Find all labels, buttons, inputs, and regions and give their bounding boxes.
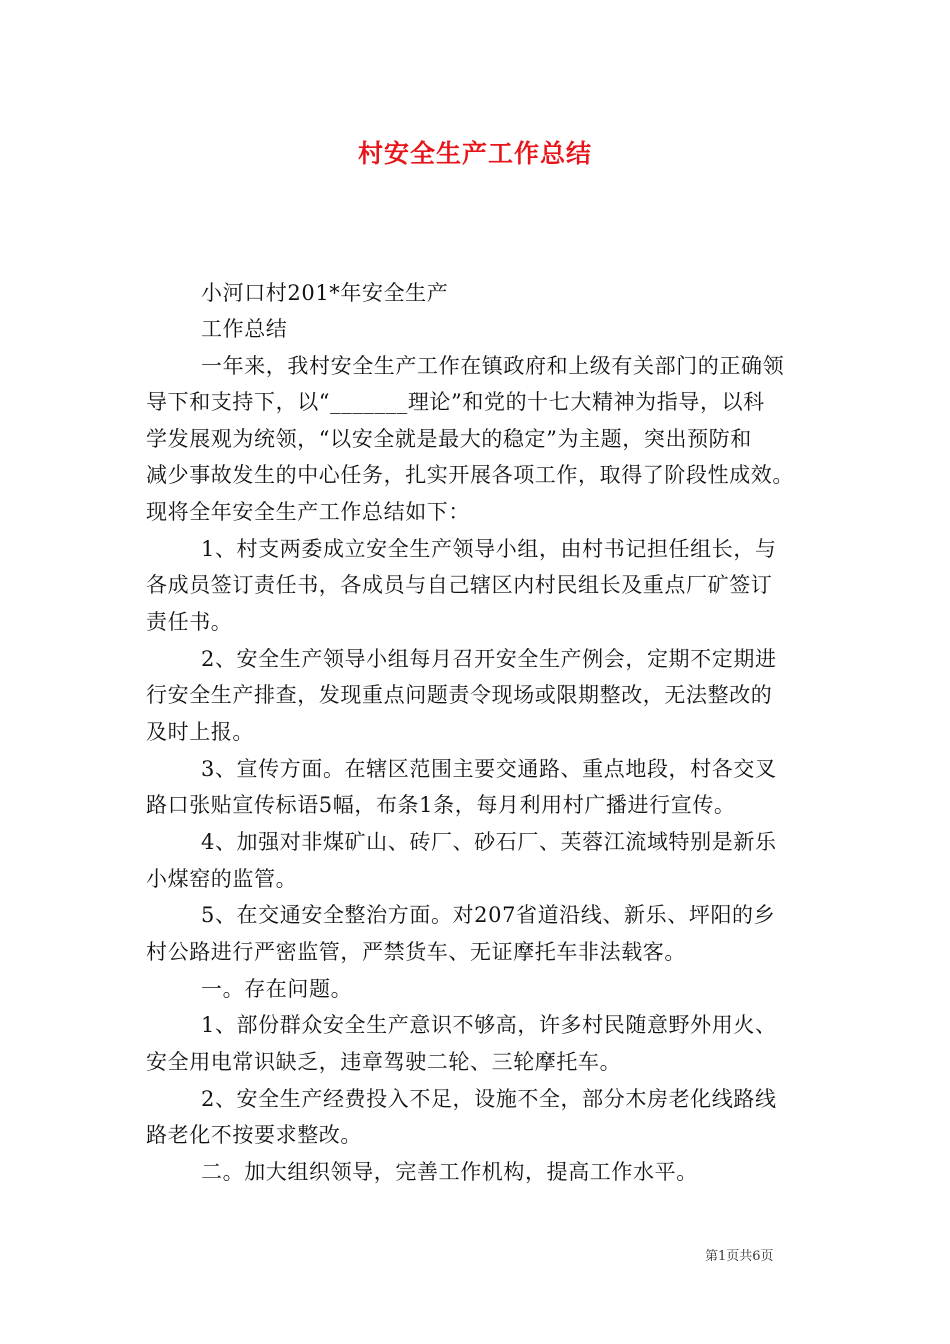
body-line: 路老化不按要求整改。 [146,1123,362,1147]
body-line: 导下和支持下，以“_______理论”和党的十七大精神为指导，以科 [146,390,765,414]
body-line: 一。存在问题。 [201,977,353,1001]
body-line: 4、加强对非煤矿山、砖厂、砂石厂、芙蓉江流域特别是新乐 [201,830,777,854]
body-line: 责任书。 [146,610,233,634]
body-line: 路口张贴宣传标语5幅，布条1条，每月利用村广播进行宣传。 [146,793,736,817]
body-line: 安全用电常识缺乏，违章驾驶二轮、三轮摩托车。 [146,1050,622,1074]
body-line: 各成员签订责任书，各成员与自己辖区内村民组长及重点厂矿签订 [146,573,773,597]
body-line: 2、安全生产经费投入不足，设施不全，部分木房老化线路线 [201,1087,777,1111]
body-line: 5、在交通安全整治方面。对207省道沿线、新乐、坪阳的乡 [201,903,776,927]
body-line: 小河口村201*年安全生产 [201,281,449,305]
body-line: 1、村支两委成立安全生产领导小组，由村书记担任组长，与 [201,537,777,561]
body-line: 一年来，我村安全生产工作在镇政府和上级有关部门的正确领 [201,354,785,378]
body-line: 现将全年安全生产工作总结如下： [146,500,470,524]
body-line: 二。加大组织领导，完善工作机构，提高工作水平。 [201,1160,698,1184]
body-line: 学发展观为统领，“以安全就是最大的稳定”为主题，突出预防和 [146,427,752,451]
document-title: 村安全生产工作总结 [357,139,592,168]
body-line: 3、宣传方面。在辖区范围主要交通路、重点地段，村各交叉 [201,757,777,781]
body-line: 村公路进行严密监管，严禁货车、无证摩托车非法载客。 [146,940,686,964]
body-line: 2、安全生产领导小组每月召开安全生产例会，定期不定期进 [201,647,777,671]
body-line: 1、部份群众安全生产意识不够高，许多村民随意野外用火、 [201,1013,777,1037]
body-line: 行安全生产排查，发现重点问题责令现场或限期整改，无法整改的 [146,683,773,707]
body-line: 减少事故发生的中心任务，扎实开展各项工作，取得了阶段性成效。 [146,463,794,487]
body-line: 工作总结 [201,317,288,341]
body-line: 及时上报。 [146,720,254,744]
body-line: 小煤窑的监管。 [146,867,298,891]
page-indicator: 第1页共6页 [705,1249,774,1264]
